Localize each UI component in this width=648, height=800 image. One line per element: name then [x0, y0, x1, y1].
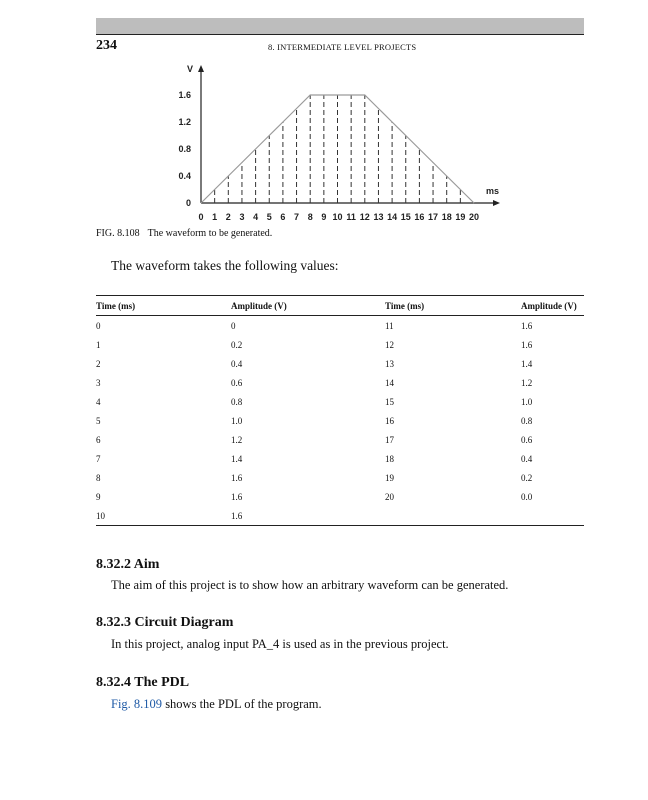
table-cell: 0 — [231, 320, 236, 331]
chart-x-axis-label: ms — [486, 186, 500, 196]
section-text-aim: The aim of this project is to show how an arbitrary waveform can be generated. — [111, 578, 509, 592]
table-cell: 0.6 — [521, 434, 533, 445]
table-cell: 9 — [96, 491, 101, 502]
table-cell — [521, 506, 584, 526]
table-cell: 0.4 — [521, 453, 533, 464]
x-tick-label: 20 — [468, 212, 480, 222]
y-tick-label: 0.4 — [178, 171, 191, 181]
table-row — [96, 335, 584, 354]
table-cell: 4 — [96, 396, 101, 407]
table-cell: 15 — [385, 396, 394, 407]
table-row — [96, 373, 584, 392]
x-tick-label: 18 — [441, 212, 452, 222]
x-tick-label: 2 — [225, 212, 231, 222]
table-cell: 0.4 — [231, 358, 243, 369]
table-row — [96, 430, 584, 449]
table-cell: 0.8 — [521, 415, 533, 426]
column-header: Amplitude (V) — [231, 296, 385, 316]
x-tick-label: 7 — [294, 212, 300, 222]
x-tick-label: 6 — [280, 212, 286, 222]
table-cell: 20 — [385, 491, 394, 502]
table-cell: 10 — [96, 506, 231, 526]
table-cell: 6 — [96, 434, 101, 445]
table-cell: 13 — [385, 358, 394, 369]
table-cell: 12 — [385, 339, 394, 350]
x-tick-label: 17 — [428, 212, 439, 222]
y-tick-label: 0.8 — [178, 144, 191, 154]
x-tick-label: 1 — [212, 212, 218, 222]
table-cell: 1.0 — [231, 415, 243, 426]
table-cell: 1.4 — [521, 358, 533, 369]
x-tick-label: 13 — [373, 212, 384, 222]
table-cell: 0.0 — [521, 491, 533, 502]
figure-caption — [96, 228, 272, 239]
section-heading-circuit-diagram: 8.32.3 Circuit Diagram — [96, 615, 234, 630]
x-tick-label: 0 — [198, 212, 204, 222]
x-tick-label: 11 — [346, 212, 356, 222]
column-header: Time (ms) — [96, 296, 231, 316]
table-cell: 1.4 — [231, 453, 243, 464]
table-row — [96, 392, 584, 411]
table-cell: 1.6 — [521, 320, 533, 331]
x-tick-label: 14 — [387, 212, 398, 222]
table-cell: 14 — [385, 377, 394, 388]
table-cell: 11 — [385, 320, 394, 331]
figure-caption-text: The waveform to be generated. — [147, 228, 273, 239]
table-row — [96, 354, 584, 373]
section-text-pdl-body: shows the PDL of the program. — [162, 697, 322, 711]
table-cell: 3 — [96, 377, 101, 388]
column-header: Time (ms) — [385, 296, 521, 316]
header-bar — [96, 18, 584, 34]
table-cell: 8 — [96, 472, 101, 483]
chart-y-ticks — [178, 90, 191, 208]
table-cell: 1.6 — [231, 491, 243, 502]
table-cell: 0.2 — [231, 339, 243, 350]
x-tick-label: 19 — [455, 212, 466, 222]
x-tick-label: 10 — [332, 212, 343, 222]
table-row — [96, 506, 584, 526]
x-tick-label: 5 — [266, 212, 272, 222]
intro-text: The waveform takes the following values: — [111, 258, 339, 273]
table-cell: 0 — [96, 320, 101, 331]
values-table — [96, 295, 584, 526]
y-tick-label: 1.6 — [178, 90, 191, 100]
header-rule — [96, 34, 584, 35]
figure-cross-reference-link[interactable]: Fig. 8.109 — [111, 697, 163, 711]
table-header-row — [96, 296, 584, 316]
section-text-circuit-diagram: In this project, analog input PA_4 is used as in the previous project. — [111, 637, 449, 651]
table-cell: 1.0 — [521, 396, 533, 407]
table-row — [96, 449, 584, 468]
y-tick-label: 0 — [185, 198, 191, 208]
table-cell: 0.2 — [521, 472, 533, 483]
x-tick-label: 16 — [414, 212, 425, 222]
table-row — [96, 316, 584, 336]
table-cell: 0.6 — [231, 377, 243, 388]
x-axis-arrow — [493, 200, 500, 206]
table-row — [96, 487, 584, 506]
table-cell: 19 — [385, 472, 394, 483]
table-cell: 1 — [96, 339, 101, 350]
x-tick-label: 3 — [239, 212, 245, 222]
x-tick-label: 8 — [307, 212, 313, 222]
table-cell: 0.8 — [231, 396, 243, 407]
table-row — [96, 468, 584, 487]
section-text-pdl — [111, 697, 322, 712]
table-cell: 1.2 — [231, 434, 243, 445]
table-cell — [385, 506, 521, 526]
table-cell: 1.6 — [231, 472, 243, 483]
chart-x-ticks — [198, 212, 479, 222]
table-row — [96, 411, 584, 430]
x-tick-label: 9 — [321, 212, 327, 222]
chart-axes — [198, 65, 500, 206]
table-cell: 1.6 — [231, 506, 385, 526]
x-tick-label: 15 — [400, 212, 411, 222]
table-cell: 5 — [96, 415, 101, 426]
page-number: 234 — [96, 38, 117, 53]
table-cell: 17 — [385, 434, 394, 445]
x-tick-label: 4 — [253, 212, 259, 222]
table-cell: 2 — [96, 358, 101, 369]
table-cell: 7 — [96, 453, 101, 464]
section-heading-pdl: 8.32.4 The PDL — [96, 675, 190, 690]
chart-sample-lines — [215, 95, 461, 203]
running-head: 8. INTERMEDIATE LEVEL PROJECTS — [268, 42, 417, 52]
y-tick-label: 1.2 — [178, 117, 191, 127]
table-cell: 16 — [385, 415, 394, 426]
section-heading-aim: 8.32.2 Aim — [96, 557, 160, 572]
figure-label: FIG. 8.108 — [96, 228, 140, 239]
waveform-chart — [170, 60, 510, 226]
table-cell: 18 — [385, 453, 394, 464]
chart-y-axis-label: V — [187, 64, 194, 74]
x-tick-label: 12 — [359, 212, 370, 222]
table-cell: 1.2 — [521, 377, 533, 388]
y-axis-arrow — [198, 65, 204, 72]
column-header: Amplitude (V) — [521, 296, 584, 316]
table-cell: 1.6 — [521, 339, 533, 350]
